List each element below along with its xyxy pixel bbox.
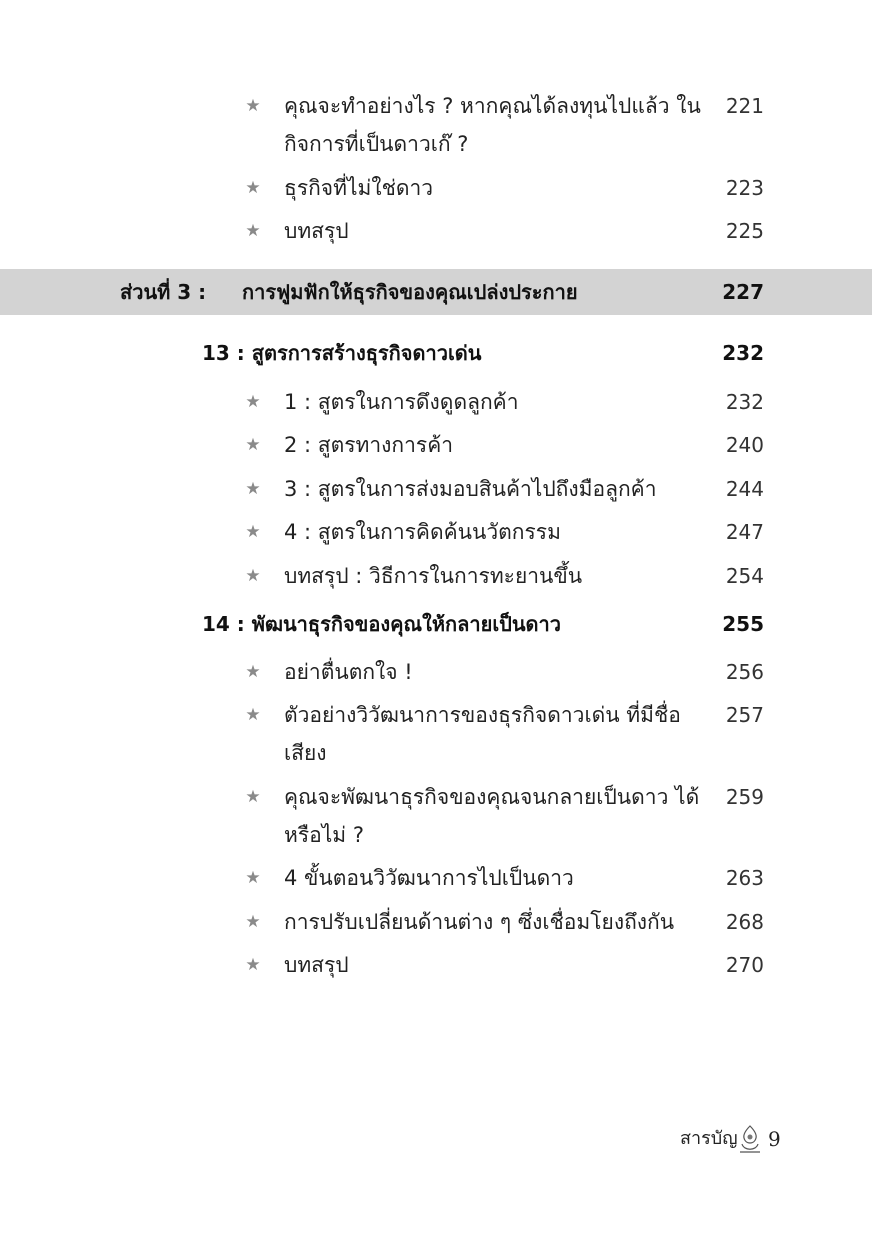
part-page: 227	[722, 280, 764, 304]
toc-entry-text: คุณจะพัฒนาธุรกิจของคุณจนกลายเป็นดาว ได้หรือไม่ ?	[284, 785, 700, 847]
star-icon: ★	[245, 178, 261, 198]
toc-entry-page: 225	[725, 219, 764, 243]
star-icon: ★	[245, 479, 261, 499]
toc-entry-text: 3 : สูตรในการส่งมอบสินค้าไปถึงมือลูกค้า	[284, 477, 657, 501]
toc-entry-page: 270	[725, 953, 764, 977]
toc-entry-page: 240	[725, 433, 764, 457]
chapter-title: 13 : สูตรการสร้างธุรกิจดาวเด่น	[202, 341, 482, 365]
star-icon: ★	[245, 787, 261, 807]
toc-entry-text: คุณจะทำอย่างไร ? หากคุณได้ลงทุนไปแล้ว ในกิจการที่เป็นดาวเก๊ ?	[284, 94, 701, 156]
star-icon: ★	[245, 522, 261, 542]
star-icon: ★	[245, 955, 261, 975]
toc-entry-text: 1 : สูตรในการดึงดูดลูกค้า	[284, 390, 519, 414]
star-icon: ★	[245, 868, 261, 888]
part-title: การฟูมฟักให้ธุรกิจของคุณเปล่งประกาย	[242, 280, 578, 304]
toc-entry-text: 4 : สูตรในการคิดค้นนวัตกรรม	[284, 520, 561, 544]
star-icon: ★	[245, 96, 261, 116]
part-heading	[0, 269, 872, 315]
star-icon: ★	[245, 392, 261, 412]
toc-entry-page: 221	[725, 94, 764, 118]
toc-entry-page: 259	[725, 785, 764, 809]
toc-entry-page: 254	[725, 564, 764, 588]
toc-entry-text: บทสรุป	[284, 953, 349, 977]
toc-entry-text: 4 ขั้นตอนวิวัฒนาการไปเป็นดาว	[284, 866, 574, 890]
toc-entry-text: 2 : สูตรทางการค้า	[284, 433, 454, 457]
star-icon: ★	[245, 912, 261, 932]
star-icon: ★	[245, 662, 261, 682]
footer-label: สารบัญ	[680, 1128, 738, 1149]
toc-entry-text: บทสรุป	[284, 219, 349, 243]
toc-entry-page: 268	[725, 910, 764, 934]
toc-entry-page: 257	[725, 703, 764, 727]
chapter-page: 232	[722, 341, 764, 365]
chapter-title: 14 : พัฒนาธุรกิจของคุณให้กลายเป็นดาว	[202, 612, 561, 636]
toc-entry-text: การปรับเปลี่ยนด้านต่าง ๆ ซึ่งเชื่อมโยงถึงกัน	[284, 910, 675, 934]
ornament-icon	[737, 1124, 763, 1154]
star-icon: ★	[245, 435, 261, 455]
toc-entry-text: บทสรุป : วิธีการในการทะยานขึ้น	[284, 564, 583, 588]
toc-entry-page: 232	[725, 390, 764, 414]
toc-entry-page: 247	[725, 520, 764, 544]
toc-entry-text: ธุรกิจที่ไม่ใช่ดาว	[284, 176, 434, 200]
page-number: 9	[768, 1127, 781, 1151]
star-icon: ★	[245, 705, 261, 725]
chapter-page: 255	[722, 612, 764, 636]
star-icon: ★	[245, 221, 261, 241]
toc-entry-page: 263	[725, 866, 764, 890]
toc-entry-page: 256	[725, 660, 764, 684]
toc-entry-page: 223	[725, 176, 764, 200]
toc-entry-page: 244	[725, 477, 764, 501]
toc-entry-text: ตัวอย่างวิวัฒนาการของธุรกิจดาวเด่น ที่มีชื่อเสียง	[284, 703, 681, 765]
toc-entry-text: อย่าตื่นตกใจ !	[284, 660, 413, 684]
part-label: ส่วนที่ 3 :	[120, 280, 207, 304]
star-icon: ★	[245, 566, 261, 586]
